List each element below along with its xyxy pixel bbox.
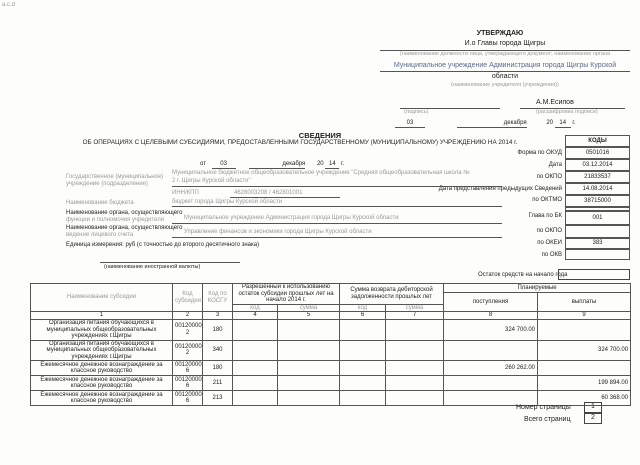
- column-number: 8: [444, 312, 538, 320]
- approval-date-year-prefix: 20: [546, 120, 554, 126]
- row-name: Организация питания обучающихся в муниципальных общеобразовательных учреждениях г.Щигры: [31, 320, 173, 341]
- row-returned-sum: [386, 320, 444, 341]
- row-kosgu: 213: [203, 391, 233, 406]
- code-value: 383: [565, 238, 630, 249]
- approval-date-year: 14: [555, 120, 571, 128]
- row-allowed-sum: [278, 361, 340, 376]
- th-returned: Сумма возврата дебиторской задолженности прошлых лет: [340, 284, 444, 305]
- column-number: 4: [233, 312, 278, 320]
- code-label: Дата: [548, 162, 562, 168]
- th-returned-code: код: [340, 304, 386, 312]
- column-number: 7: [386, 312, 444, 320]
- approval-date: [395, 120, 576, 128]
- th-code: Код субсидии: [173, 284, 203, 312]
- codes-header: КОДЫ: [565, 135, 630, 147]
- row-returned-code: [340, 376, 386, 391]
- row-allowed-code: [233, 340, 278, 361]
- th-returned-sum: сумма: [386, 304, 444, 312]
- row-allowed-code: [233, 376, 278, 391]
- row-returned-sum: [386, 361, 444, 376]
- row-income: 324 700.00: [444, 320, 538, 341]
- row-returned-sum: [386, 391, 444, 406]
- organ2-label: Наименование органа, осуществляющего: [66, 225, 183, 231]
- row-allowed-sum: [278, 320, 340, 341]
- row-returned-code: [340, 320, 386, 341]
- organ-label-2: функции и полномочия учредителя: [66, 217, 165, 223]
- row-allowed-code: [233, 320, 278, 341]
- th-payments: выплаты: [538, 293, 631, 312]
- code-label: Дата представления предыдущих Сведений: [438, 186, 562, 192]
- row-name: Ежемесячное денежное вознаграждение за классное руководство: [31, 361, 173, 376]
- table-row: [31, 340, 631, 361]
- organ2-label-2: ведение лицевого счета: [66, 232, 134, 238]
- report-date-year: 14: [325, 161, 339, 169]
- row-returned-code: [340, 340, 386, 361]
- row-kosgu: 340: [203, 340, 233, 361]
- row-returned-sum: [386, 376, 444, 391]
- organ-label: Наименование органа, осуществляющего: [66, 210, 183, 216]
- code-label: по ОКВ: [541, 252, 562, 258]
- row-code: 00120000 6: [173, 391, 203, 406]
- row-code: 00120000 2: [173, 340, 203, 361]
- row-payments: 60 368.00: [538, 391, 631, 406]
- code-value: 0501016: [565, 147, 630, 159]
- organ2-value: Управление финансов и экономики города Щигры Курской области: [184, 229, 372, 235]
- row-code: 00120000 6: [173, 361, 203, 376]
- row-returned-code: [340, 391, 386, 406]
- name-caption: (расшифровка подписи): [536, 109, 598, 115]
- table-row: [31, 320, 631, 341]
- code-label: Глава по БК: [528, 213, 562, 219]
- subsidies-table: [30, 283, 631, 406]
- report-date-suffix: г.: [341, 161, 345, 167]
- page-value: 1: [584, 402, 602, 413]
- row-allowed-sum: [278, 376, 340, 391]
- row-returned-code: [340, 361, 386, 376]
- code-label: по ОКЕИ: [537, 240, 562, 246]
- budget-value: бюджет города Щигры Курской области: [172, 199, 283, 205]
- code-value: [565, 225, 630, 238]
- th-planned: Планируемые: [444, 284, 631, 293]
- approval-org-line2: области: [491, 73, 519, 80]
- row-code: 00120000 6: [173, 376, 203, 391]
- row-kosgu: 211: [203, 376, 233, 391]
- balance-box: [558, 269, 630, 280]
- column-number: 9: [538, 312, 631, 320]
- row-payments: [538, 361, 631, 376]
- table-row: [31, 376, 631, 391]
- th-name: Наименование субсидии: [31, 284, 173, 312]
- code-value: 14.08.2014: [565, 183, 630, 195]
- th-allowed: Разрешенный к использованию остаток субсидии прошлых лет на начало 2014 г.: [233, 284, 340, 305]
- budget-label: Наименование бюджета: [66, 200, 134, 206]
- total-value: 2: [584, 413, 602, 424]
- column-number: 6: [340, 312, 386, 320]
- th-allowed-sum: сумма: [278, 304, 340, 312]
- report-title: СВЕДЕНИЯ: [298, 131, 342, 140]
- currency-caption: (наименование иностранной валюты): [104, 264, 201, 270]
- report-date-month: декабря: [249, 161, 305, 169]
- row-code: 00120000 2: [173, 320, 203, 341]
- row-income: [444, 376, 538, 391]
- organ-value: Муниципальное учреждение Администрация города Щигры Курской области: [184, 215, 399, 221]
- code-label: по ОКПО: [536, 228, 562, 234]
- total-label: Всего страниц: [524, 416, 571, 423]
- row-allowed-sum: [278, 340, 340, 361]
- approval-org-caption: (наименование учредителя (учреждения)): [451, 82, 559, 88]
- row-kosgu: 180: [203, 320, 233, 341]
- approval-title: УТВЕРЖДАЮ: [476, 30, 524, 37]
- code-value: 03.12.2014: [565, 159, 630, 171]
- row-allowed-code: [233, 361, 278, 376]
- institution-value: Муниципальное бюджетное общеобразовательное учреждение "Средняя общеобразовательная школа №: [172, 170, 470, 176]
- approval-position-caption: (наименование должности лица, утверждающего документ; наименование органа: [399, 51, 611, 57]
- code-value: 001: [565, 211, 630, 225]
- row-payments: 324 700.00: [538, 340, 631, 361]
- column-number: 3: [203, 312, 233, 320]
- report-date-year-prefix: 20: [316, 161, 324, 167]
- unit-label: Единица измерения: руб (с точностью до второго десятичного знака): [66, 242, 260, 248]
- approval-signer: А.М.Есипов: [536, 99, 574, 106]
- inn-value: 4628003208 / 462801001: [234, 190, 303, 196]
- report-subtitle: ОБ ОПЕРАЦИЯХ С ЦЕЛЕВЫМИ СУБСИДИЯМИ, ПРЕДОСТАВЛЕННЫМИ ГОСУДАРСТВЕННОМУ (МУНИЦИПАЛЬНОМУ) УЧРЕЖДЕНИЮ НА 2014 г.: [82, 139, 518, 146]
- approval-position: И.о Главы города Щигры: [464, 40, 546, 47]
- row-allowed-code: [233, 391, 278, 406]
- row-name: Ежемесячное денежное вознаграждение за классное руководство: [31, 376, 173, 391]
- code-value: [565, 249, 630, 260]
- code-label: Форма по ОКУД: [517, 150, 562, 156]
- row-name: Ежемесячное денежное вознаграждение за классное руководство: [31, 391, 173, 406]
- column-numbers-row: [31, 312, 631, 320]
- th-income: поступления: [444, 293, 538, 312]
- institution-value-2: 2 г. Щигры Курской области": [172, 178, 251, 184]
- code-label: по ОКПО: [536, 174, 562, 180]
- corner-mark: a.c.d: [2, 2, 16, 8]
- code-value: 38715000: [565, 195, 630, 207]
- inn-label: ИНН/КПП: [172, 190, 199, 196]
- approval-date-suffix: г.: [572, 120, 576, 126]
- row-kosgu: 180: [203, 361, 233, 376]
- row-income: [444, 340, 538, 361]
- approval-date-day: 03: [395, 120, 425, 128]
- column-number: 2: [173, 312, 203, 320]
- balance-label: Остаток средств на начало года: [478, 272, 568, 278]
- approval-org-line1: Муниципальное учреждение Администрация города Щигры Курской: [393, 62, 617, 69]
- report-date-prefix: от: [200, 161, 206, 167]
- institution-label: Государственное (муниципальное) учреждение (подразделение): [66, 174, 164, 187]
- column-number: 5: [278, 312, 340, 320]
- th-allowed-code: код: [233, 304, 278, 312]
- code-value: 21833537: [565, 171, 630, 183]
- th-kosgu: Код по КОСГУ: [203, 284, 233, 312]
- row-payments: [538, 320, 631, 341]
- page-label: Номер страницы: [516, 404, 571, 411]
- row-returned-sum: [386, 340, 444, 361]
- report-date: [200, 161, 344, 169]
- code-label: по ОКТМО: [532, 197, 562, 203]
- row-allowed-sum: [278, 391, 340, 406]
- approval-date-month: декабря: [457, 120, 527, 128]
- table-row: [31, 361, 631, 376]
- column-number: 1: [31, 312, 173, 320]
- row-income: 260 262.00: [444, 361, 538, 376]
- row-name: Организация питания обучающихся в муниципальных общеобразовательных учреждениях г.Щигры: [31, 340, 173, 361]
- row-payments: 199 894.00: [538, 376, 631, 391]
- signature-caption: (подпись): [404, 109, 429, 115]
- report-date-day: 03: [212, 161, 236, 169]
